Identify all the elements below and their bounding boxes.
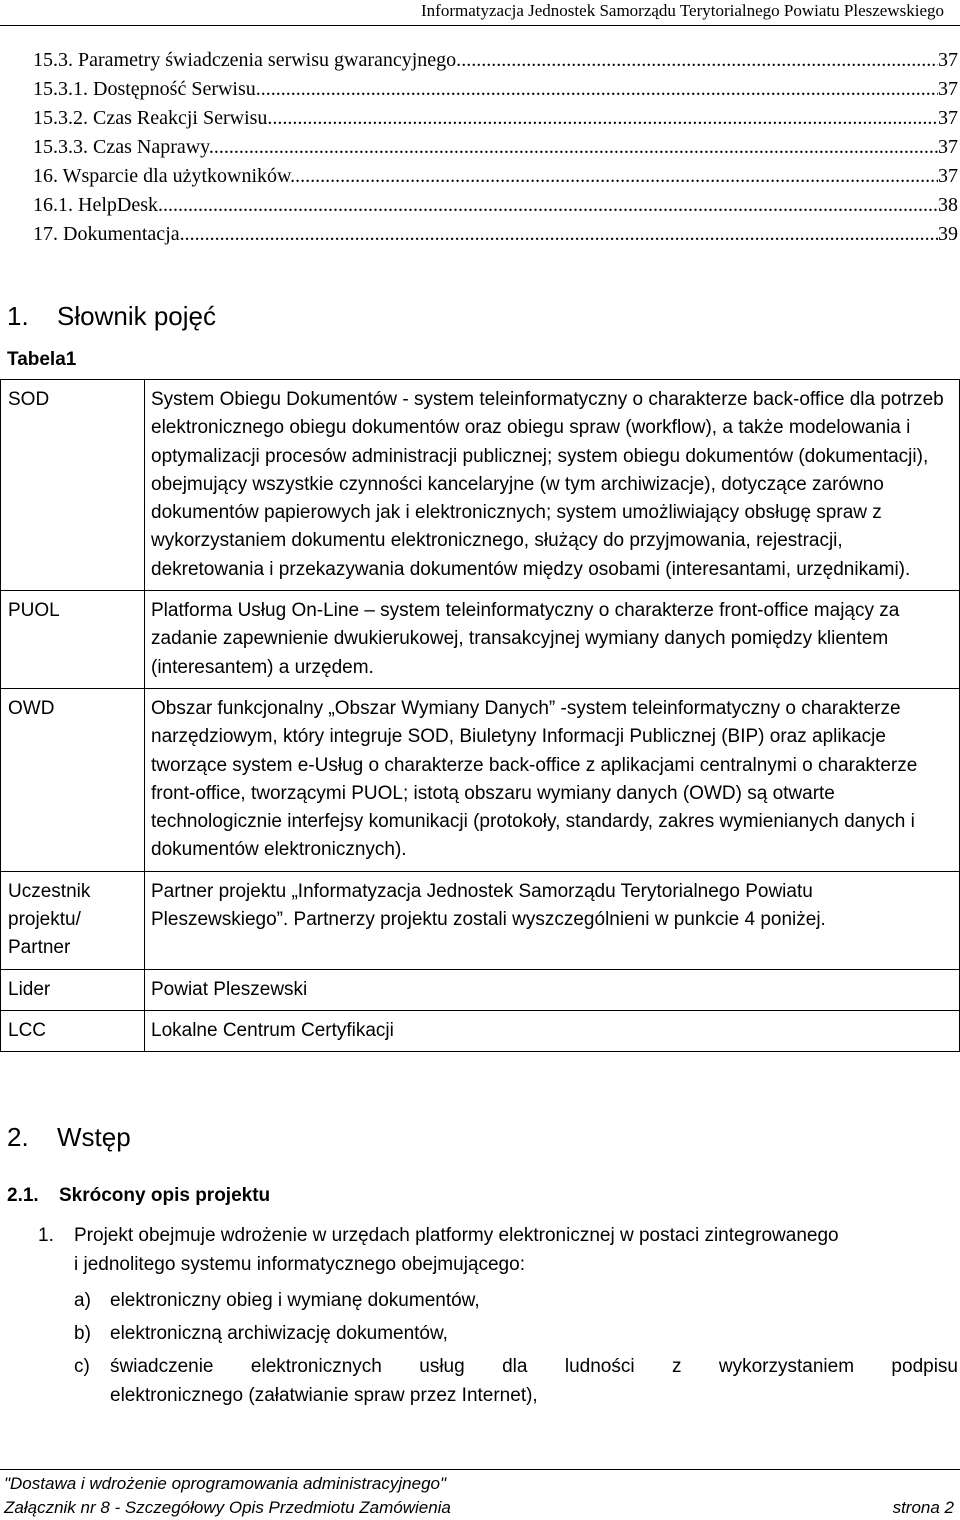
toc-entry[interactable] [33, 104, 958, 133]
table-row [1, 591, 960, 689]
toc-entry[interactable] [33, 162, 958, 191]
glossary-term: LCC [1, 1010, 145, 1051]
glossary-term: Lider [1, 969, 145, 1010]
section-title: Skrócony opis projektu [59, 1185, 271, 1206]
glossary-term: SOD [1, 380, 145, 591]
toc-entry-page: 37 [938, 107, 958, 129]
section-number: 1. [7, 301, 29, 331]
header-title: Informatyzacja Jednostek Samorządu Terytorialnego Powiatu Pleszewskiego [421, 1, 944, 20]
item-number: 1. [38, 1225, 54, 1246]
item-text-line: i jednolitego systemu informatycznego obejmującego: [74, 1253, 525, 1275]
section-1-heading [7, 301, 216, 332]
toc-entry-text: 16. Wsparcie dla użytkowników. [33, 165, 296, 187]
sub-item-text: elektronicznego (załatwianie spraw przez Internet), [110, 1384, 538, 1406]
toc-entry-text: 15.3. Parametry świadczenia serwisu gwarancyjnego. [33, 49, 462, 71]
toc-entry-page: 37 [938, 165, 958, 187]
page-footer [0, 1469, 960, 1520]
glossary-term: OWD [1, 688, 145, 871]
toc-entry[interactable] [33, 220, 958, 249]
table-row [1, 969, 960, 1010]
toc-entry-text: 17. Dokumentacja. [33, 223, 185, 245]
toc-entry[interactable] [33, 75, 958, 104]
glossary-definition: Lokalne Centrum Certyfikacji [145, 1010, 960, 1051]
glossary-definition: Powiat Pleszewski [145, 969, 960, 1010]
sub-item-label: b) [74, 1323, 91, 1344]
toc-entry-page: 37 [938, 49, 958, 71]
section-number: 2. [7, 1122, 29, 1152]
toc-entry[interactable] [33, 191, 958, 220]
page-number: strona 2 [892, 1498, 954, 1517]
toc-entry-text: 15.3.2. Czas Reakcji Serwisu. [33, 107, 273, 129]
sub-item-text: elektroniczną archiwizację dokumentów, [110, 1323, 448, 1344]
table-row [1, 1010, 960, 1051]
toc-entry-text: 16.1. HelpDesk. [33, 194, 163, 216]
glossary-definition: System Obiegu Dokumentów - system teleinformatyczny o charakterze back-office dla potrzeb elektronicznego obiegu dokumentów oraz obiegu spraw (workflow), a także modelowania i optymalizacji procesów administracji publicznej; system obiegu dokumentów (dokumentacji), obejmujący wszystkie czynności kancelaryjne (w tym archiwizacje), dotyczące zarówno dokumentów papierowych jak i elektronicznych; system umożliwiający obsługę spraw z wykorzystaniem dokumentu elektronicznego, służący do przyjmowania, rejestracji, dekretowania i przekazywania dokumentów między osobami (interesantami, urzędnikami). [145, 380, 960, 591]
glossary-definition: Partner projektu „Informatyzacja Jednostek Samorządu Terytorialnego Powiatu Pleszewskiego”. Partnerzy projektu zostali wyszczególnieni w punkcie 4 poniżej. [145, 871, 960, 969]
toc-entry[interactable] [33, 46, 958, 75]
sub-item-label: a) [74, 1290, 91, 1311]
list-item [38, 1222, 958, 1279]
toc-entry-text: 15.3.3. Czas Naprawy. [33, 136, 214, 158]
section-title: Wstęp [57, 1122, 131, 1152]
toc-entry-text: 15.3.1. Dostępność Serwisu. [33, 78, 261, 100]
toc-entry[interactable] [33, 133, 958, 162]
sub-list-item [74, 1353, 958, 1410]
toc-entry-page: 38 [938, 194, 958, 216]
page-header [0, 0, 960, 26]
sub-list-item [74, 1320, 958, 1349]
glossary-definition: Obszar funkcjonalny „Obszar Wymiany Danych” -system teleinformatyczny o charakterze narzędziowym, który integruje SOD, Biuletyny Informacji Publicznej (BIP) oraz aplikacje tworzące system e-Usług o charakterze back-office z aplikacjami centralnymi o charakterze front-office, tworzącymi PUOL; istotą obszaru wymiany danych (OWD) są otwarte technologicznie interfejsy komunikacji (protokoły, standardy, zakres wymienianych danych i dokumentów elektronicznych). [145, 688, 960, 871]
sub-list-item [74, 1287, 958, 1316]
section-2-1-heading [7, 1185, 270, 1207]
section-title: Słownik pojęć [57, 301, 216, 331]
section-number: 2.1. [7, 1185, 39, 1206]
section-2-heading [7, 1122, 131, 1153]
table-row [1, 871, 960, 969]
glossary-definition: Platforma Usług On-Line – system teleinformatyczny o charakterze front-office mający za zadanie zapewnienie dwukierukowej, transakcyjnej wymiany danych pomiędzy klientem (interesantem) a urzędem. [145, 591, 960, 689]
sub-item-text: elektroniczny obieg i wymianę dokumentów, [110, 1290, 480, 1311]
toc-entry-page: 39 [938, 223, 958, 245]
sub-item-label: c) [74, 1356, 90, 1377]
sub-item-text: świadczenie elektronicznych usług dla ludności z wykorzystaniem podpisu [110, 1356, 958, 1377]
toc-entry-page: 37 [938, 136, 958, 158]
glossary-table [0, 379, 960, 1052]
table-of-contents [33, 46, 958, 249]
item-text-line: Projekt obejmuje wdrożenie w urzędach platformy elektronicznej w postaci zintegrowanego [74, 1225, 839, 1246]
footer-line: "Dostawa i wdrożenie oprogramowania administracyjnego" [4, 1474, 447, 1493]
glossary-term: PUOL [1, 591, 145, 689]
table-row [1, 380, 960, 591]
toc-entry-page: 37 [938, 78, 958, 100]
table-row [1, 688, 960, 871]
table-caption: Tabela1 [7, 349, 77, 370]
footer-line: Załącznik nr 8 - Szczegółowy Opis Przedmiotu Zamówienia [4, 1498, 451, 1517]
glossary-term: Uczestnik projektu/ Partner [1, 871, 145, 969]
